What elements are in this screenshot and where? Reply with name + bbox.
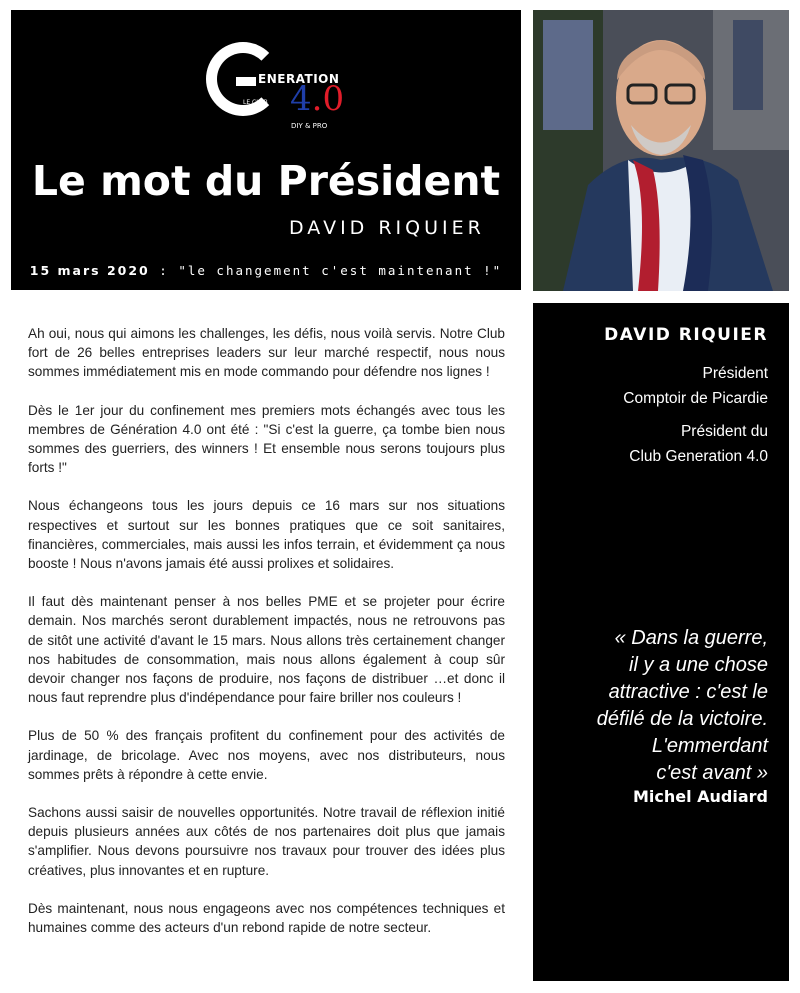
page-title: Le mot du Président xyxy=(31,157,501,205)
portrait-illustration xyxy=(533,10,789,291)
role-title: Président xyxy=(702,365,768,382)
paragraph: Ah oui, nous qui aimons les challenges, les défis, nous voilà servis. Notre Club fort de 26 belles entreprises leaders sur leur marché respectif, nous nous sommes immédiatement mis en mode commando pour défendre nos lignes ! xyxy=(28,326,505,380)
quote-line: attractive : c'est le xyxy=(608,681,768,703)
role-company: Comptoir de Picardie xyxy=(623,390,768,407)
header-banner xyxy=(11,10,521,290)
sidebar-name: DAVID RIQUIER xyxy=(604,325,768,345)
quote-line: défilé de la victoire. xyxy=(596,708,768,730)
generation-logo xyxy=(206,42,366,132)
date: 15 mars 2020 xyxy=(29,263,150,278)
role-company: Club Generation 4.0 xyxy=(629,448,768,465)
sidebar-panel xyxy=(533,303,789,981)
logo-zero: 0 xyxy=(322,79,345,119)
logo-diy-text: DIY & PRO xyxy=(291,122,328,130)
role-title: Président du xyxy=(680,423,768,440)
quote-author: Michel Audiard xyxy=(632,787,768,806)
author-name: DAVID RIQUIER xyxy=(289,217,485,239)
tagline: : "le changement c'est maintenant !" xyxy=(149,263,503,278)
logo-four: 4 xyxy=(290,79,312,119)
role-president-comptoir xyxy=(623,361,768,411)
president-photo xyxy=(533,10,789,291)
quote-line: c'est avant » xyxy=(656,762,768,784)
paragraph: Sachons aussi saisir de nouvelles opportunités. Notre travail de réflexion initié depuis plusieurs années aux côtés de nos partenaires doit plus que jamais s'amplifier. Nous devons poursuivre nos travaux pour trouver des idées plus créatives, plus innovantes et en rupture. xyxy=(28,805,505,878)
logo-version xyxy=(290,79,345,119)
logo-dot: . xyxy=(311,79,323,119)
paragraph: Dès maintenant, nous nous engageons avec nos compétences techniques et humaines comme des acteurs d'un rebond rapide de notre secteur. xyxy=(28,900,505,936)
paragraph: Dès le 1er jour du confinement mes premiers mots échangés avec tous les membres de Génération 4.0 ont été : "Si c'est la guerre, ça tombe bien nous sommes des guerriers, des winners ! Et ensemble nous serons toujours plus forts !" xyxy=(28,402,505,476)
quote xyxy=(538,625,768,787)
logo-le-club-text: LE CLUB xyxy=(243,99,268,106)
paragraph: Nous échangeons tous les jours depuis ce 16 mars sur nos situations respectives et surtout sur les bonnes pratiques que ce soit sanitaires, financières, commerciales, mais aussi les infos terrain, et évidemment ça nous booste ! Nous n'avons jamais été aussi prolixes et solidaires. xyxy=(28,498,505,572)
role-president-club xyxy=(629,419,768,469)
logo-generation-text: ENERATION xyxy=(258,72,340,86)
quote-line: il y a une chose xyxy=(629,654,768,676)
paragraph: Plus de 50 % des français profitent du confinement pour des activités de jardinage, de bricolage. Avec nos moyens, avec nos distributeurs, nous sommes prêts à répondre à cette envie. xyxy=(28,728,505,782)
dateline xyxy=(11,263,521,278)
article-body xyxy=(28,324,505,956)
quote-line: « Dans la guerre, xyxy=(614,627,768,649)
paragraph: Il faut dès maintenant penser à nos belles PME et se projeter pour écrire demain. Nos marchés seront durablement impactés, nous ne retrouvons pas de sitôt une activité d'avant le 15 mars. Nous allons très certainement changer nos habitudes de consommation, mais nous allons également à coup sûr devoir changer nos façons de produire, nos façons de distribuer …et donc il nous faut reprendre plus d'indépendance pour faire briller nos couleurs ! xyxy=(28,594,505,706)
quote-line: L'emmerdant xyxy=(651,735,768,757)
